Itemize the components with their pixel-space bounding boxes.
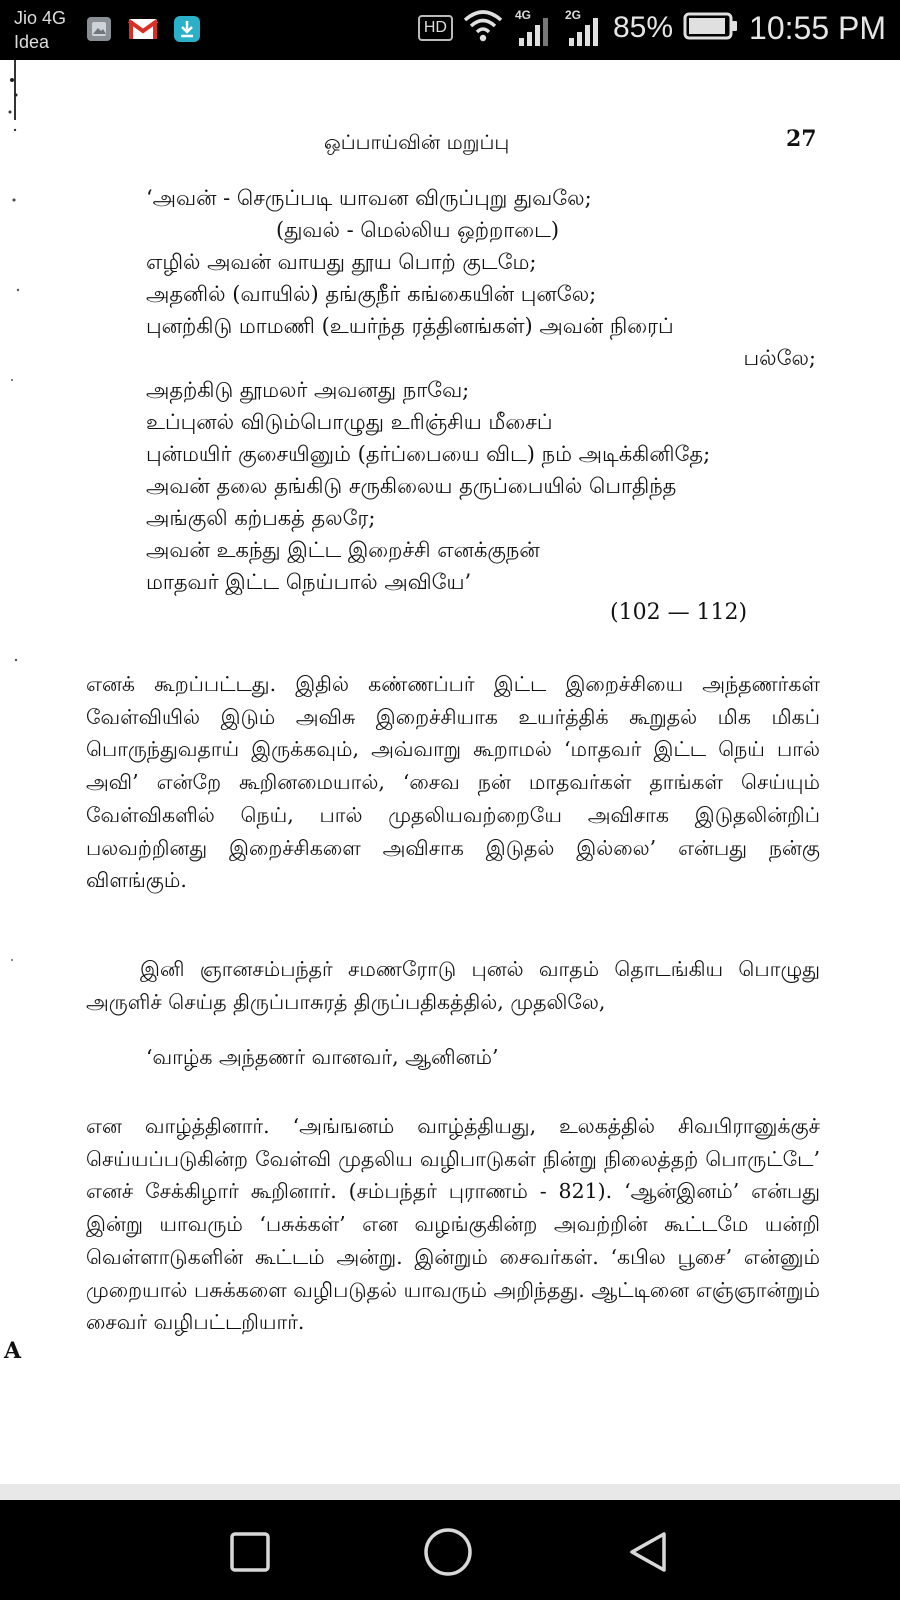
verse-line: அங்குலி கற்பகத் தலரே; [146,506,376,530]
verse-line: அவன் உகந்து இட்ட இறைச்சி எனக்குநன் [146,538,540,562]
margin-mark: A [4,1338,22,1364]
verse-line: அவன் தலை தங்கிடு சருகிலைய தருப்பையில் பொதிந்த [146,474,677,498]
gallery-icon [82,14,116,44]
download-icon [170,14,204,44]
recents-square-icon [227,1529,273,1575]
recents-button[interactable] [224,1526,276,1578]
back-button[interactable] [622,1526,674,1578]
back-triangle-icon [624,1528,672,1576]
verse-line: மாதவர் இட்ட நெய்பால் அவியே’ [146,570,472,594]
carrier-label [14,6,66,54]
verse-reference: (102 — 112) [610,600,748,625]
status-right-group [418,8,886,48]
verse-line: அதற்கிடு தூமலர் அவனது நாவே; [146,378,470,402]
verse-line: உப்புனல் விடும்பொழுது உரிஞ்சிய மீசைப் [146,410,553,434]
verse-line: பல்லே; [743,346,816,370]
network-type-label-2: 2G [564,8,581,22]
document-page[interactable] [0,60,900,1484]
home-button[interactable] [422,1526,474,1578]
battery-icon [683,11,739,46]
verse-line: ‘அவன் - செருப்படி யாவன விருப்புறு துவலே; [146,186,592,210]
home-circle-icon [422,1526,474,1578]
carrier-line-2: Idea [14,32,50,52]
quoted-line: ‘வாழ்க அந்தணர் வானவர், ஆனினம்’ [146,1045,499,1069]
paragraph-1: எனக் கூறப்பட்டது. இதில் கண்ணப்பர் இட்ட இறைச்சியை அந்தணர்கள் வேள்வியில் இடும் அவிசு இறைச்சியாக உயர்த்திக் கூறுதல் மிக மிகப் பொருந்துவதாய் இருக்கவும், அவ்வாறு கூறாமல் ‘மாதவர் இட்ட நெய் பால் அவி’ என்றே கூறினமையால், ‘சைவ நன் மாதவர்கள் தாங்கள் செய்யும் வேள்விகளில் நெய், பால் முதலியவற்றையே அவிசாக இடுதலின்றிப் பலவற்றினது இறைச்சிகளை அவிசாக இடுதல் இல்லை’ என்பது நன்கு விளங்கும். [86,672,820,893]
hd-voice-badge: HD [418,15,453,41]
page-number: 27 [786,126,817,152]
status-bar [0,0,900,60]
signal-icon-sim1 [513,8,553,48]
page-bottom-separator [0,1484,900,1500]
verse-block [146,182,826,598]
verse-line: புனற்கிடு மாமணி (உயர்ந்த ரத்தினங்கள்) அவன் நிரைப் [146,314,674,338]
scan-edge-noise [0,60,20,1484]
network-type-label-1: 4G [514,8,531,22]
verse-line: எழில் அவன் வாயது தூய பொற் குடமே; [146,250,537,274]
running-title: ஒப்பாய்வின் மறுப்பு [324,130,510,154]
verse-line: புன்மயிர் குசையினும் (தர்ப்பையை விட) நம் அடிக்கினிதே; [146,442,711,466]
paragraph-2: இனி ஞானசம்பந்தர் சமணரோடு புனல் வாதம் தொடங்கிய பொழுது அருளிச் செய்த திருப்பாசுரத் திருப்பதிகத்தில், முதலிலே, [86,957,820,1014]
wifi-icon [463,10,503,47]
navigation-bar [0,1500,900,1600]
battery-percent: 85% [612,11,674,44]
verse-line: அதனில் (வாயில்) தங்குநீர் கங்கையின் புனலே; [146,282,597,306]
gmail-icon [126,14,160,44]
paragraph-3: என வாழ்த்தினார். ‘அங்ஙனம் வாழ்த்தியது, உலகத்தில் சிவபிரானுக்குச் செய்யப்படுகின்ற வேள்வி முதலிய வழிபாடுகள் நின்று நிலைத்தற் பொருட்டே’ எனச் சேக்கிழார் கூறினார். (சம்பந்தர் புராணம் - 821). ‘ஆன்இனம்’ என்பது இன்று யாவரும் ‘பசுக்கள்’ என வழங்குகின்ற அவற்றின் கூட்டமே யன்றி வெள்ளாடுகளின் கூட்டம் அன்று. இன்றும் சைவர்கள். ‘கபில பூசை’ என்னும் முறையால் பசுக்களை வழிபடுதல் யாவரும் அறிந்தது. ஆட்டினை எஞ்ஞான்றும் சைவர் வழிபட்டறியார். [86,1114,820,1335]
verse-line: (துவல் - மெல்லிய ஒற்றாடை) [276,218,560,242]
notification-icons [82,14,204,44]
carrier-line-1: Jio 4G [14,8,67,28]
signal-icon-sim2 [563,8,603,48]
clock: 10:55 PM [749,9,886,46]
